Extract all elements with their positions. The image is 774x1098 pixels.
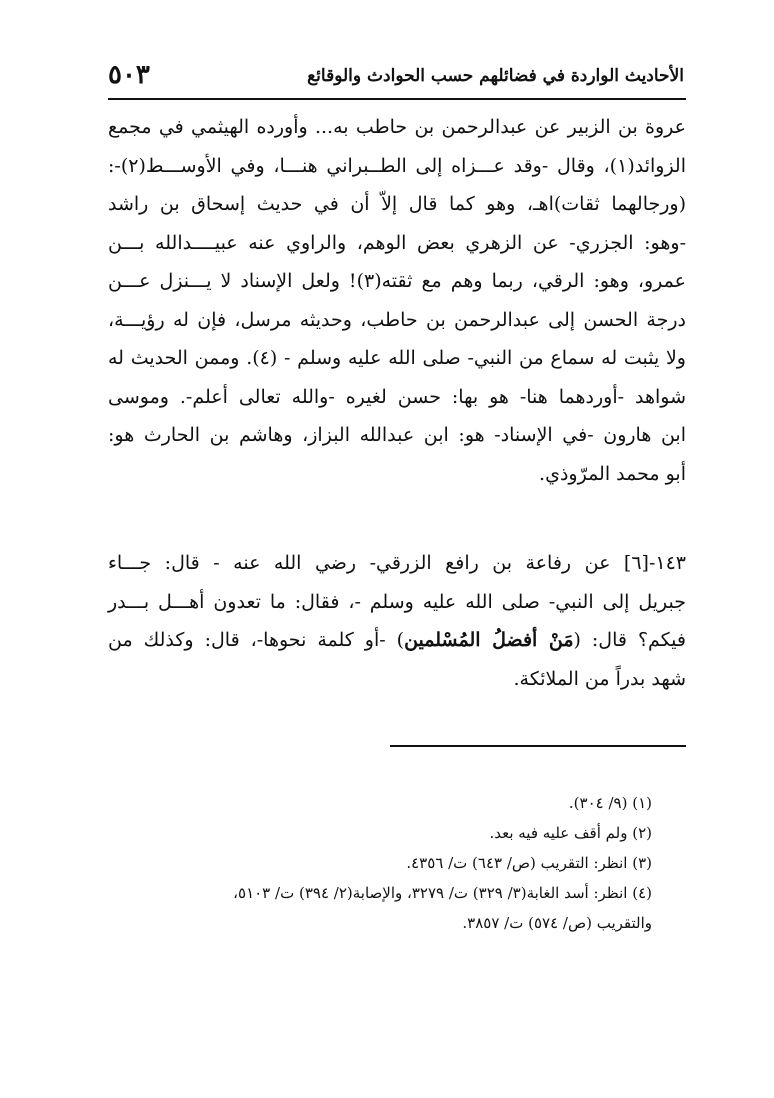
footnote-rule (390, 745, 686, 747)
text-line: الزوائد(١)، وقال -وقد عـــزاه إلى الطــبراني هنـــا، وفي الأوســـط(٢)-: (108, 154, 686, 177)
hadith-quote: مَنْ أفضلُ المُسْلمين (404, 629, 574, 651)
footnote: (٣) انظر: التقريب (ص/ ٦٤٣) ت/ ٤٣٥٦. (406, 854, 652, 872)
text-line: -وهو: الجزري- عن الزهري بعض الوهم، والراوي عنه عبيــــدالله بـــن (108, 231, 686, 254)
paragraph-commentary (108, 108, 686, 493)
footnote: (١) (٩/ ٣٠٤). (568, 794, 652, 812)
footnote: والتقريب (ص/ ٥٧٤) ت/ ٣٨٥٧. (462, 914, 652, 932)
text-segment: ) -أو كلمة نحوها-، قال: وكذلك من (108, 629, 405, 651)
text-line: عروة بن الزبير عن عبدالرحمن بن حاطب به... وأورده الهيثمي في مجمع (108, 116, 686, 138)
page-number: ٥٠٣ (108, 60, 150, 90)
text-line: عمرو، وهو: الرقي، ربما وهم مع ثقته(٣)! ولعل الإسناد لا يـــنزل عـــن (108, 270, 686, 292)
text-line: درجة الحسن إلى عبدالرحمن بن حاطب، وحديثه مرسل، فإن له رؤيـــة، (108, 308, 686, 331)
running-header (108, 60, 684, 94)
text-line: ابن هارون -في الإسناد- هو: ابن عبدالله البزاز، وهاشم بن الحارث هو: (108, 424, 686, 446)
hadith-143 (108, 544, 686, 698)
footnotes (92, 788, 652, 938)
footnote: (٢) ولم أقف عليه فيه بعد. (489, 824, 652, 842)
text-segment: فيكم؟ قال: ( (573, 629, 686, 651)
text-line: ١٤٣-[٦] عن رفاعة بن رافع الزرقي- رضي الله عنه - قال: جـــاء (108, 552, 686, 574)
header-rule (108, 98, 686, 100)
text-line: أبو محمد المرّوذي. (539, 462, 686, 485)
text-line: شواهد -أوردهما هنا- هو بها: حسن لغيره -والله تعالى أعلم-. وموسى (108, 385, 686, 408)
text-line: جبريل إلى النبي- صلى الله عليه وسلم -، فقال: ما تعدون أهـــل بـــدر (108, 590, 686, 613)
text-line: (ورجالهما ثقات)اهـ، وهو كما قال إلاّ أن في حديث إسحاق بن راشد (108, 193, 686, 215)
text-line (108, 621, 686, 660)
footnote: (٤) انظر: أسد الغابة(٣/ ٣٢٩) ت/ ٣٢٧٩، والإصابة(٢/ ٣٩٤) ت/ ٥١٠٣، (233, 884, 652, 902)
text-line: ولا يثبت له سماع من النبي- صلى الله عليه وسلم - (٤). وممن الحديث له (108, 347, 686, 369)
running-title: الأحاديث الواردة في فضائلهم حسب الحوادث والوقائع (307, 66, 684, 86)
text-line: شهد بدراً من الملائكة. (513, 667, 686, 690)
